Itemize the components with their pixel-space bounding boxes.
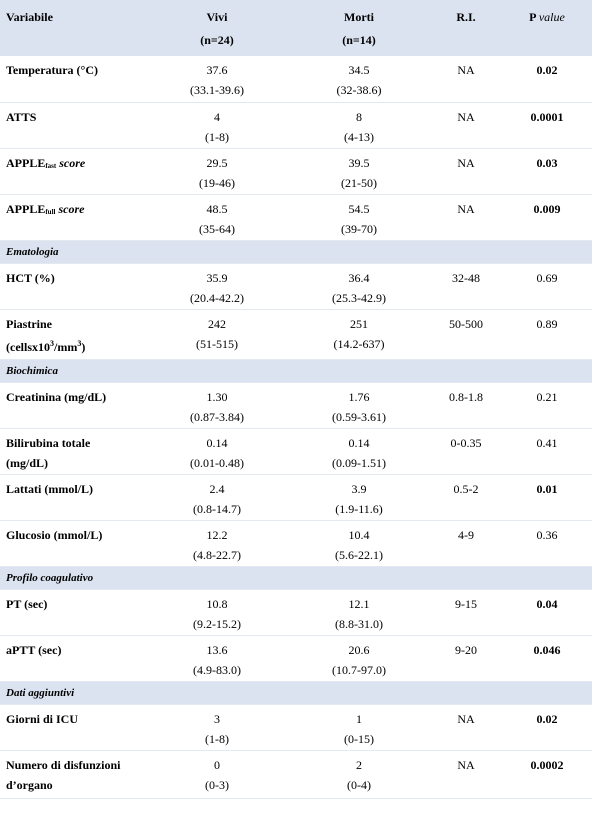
dead-cell [288,263,430,309]
row-label [0,750,146,798]
alive-median: 29.5 [206,155,228,170]
alive-median: 2.4 [209,481,225,496]
dead-range: (21-50) [341,175,377,190]
dead-cell [288,148,430,194]
row-label [0,309,146,359]
p-cell: 0.0002 [502,750,592,798]
alive-range: (19-46) [199,175,235,190]
header-p-value-word: value [538,10,565,24]
dead-median: 20.6 [348,642,370,657]
dead-median: 34.5 [348,63,370,77]
header-alive-label: Vivi [206,10,228,24]
row-label-line1: Piastrine [6,316,52,331]
apple-prefix: APPLE [6,201,46,216]
unit-part: (cellsx10 [6,339,50,354]
section-row [0,681,592,704]
apple-prefix: APPLE [6,155,46,170]
alive-range: (33.1-39.6) [190,83,244,97]
table-row [0,309,592,359]
p-cell: 0.69 [502,263,592,309]
alive-cell [146,704,288,750]
header-variable: Variabile [6,10,53,24]
alive-median: 37.6 [206,63,228,77]
p-cell: 0.046 [502,635,592,681]
dead-median: 10.4 [348,527,370,542]
row-label-line2: d’organo [6,777,53,792]
ri-cell: 0-0.35 [430,428,502,474]
table-row [0,520,592,566]
dead-range: (4-13) [344,129,374,144]
alive-cell [146,194,288,240]
dead-range: (0.59-3.61) [332,409,386,424]
section-aggiuntivi: Dati aggiuntivi [0,681,592,704]
alive-median: 242 [208,316,226,331]
p-cell: 0.89 [502,309,592,359]
row-label [0,148,146,194]
alive-cell [146,56,288,102]
alive-cell [146,474,288,520]
p-cell: 0.41 [502,428,592,474]
dead-range: (32-38.6) [336,83,382,97]
ri-cell: 0.8-1.8 [430,382,502,428]
ri-cell: NA [430,148,502,194]
alive-median: 48.5 [206,201,228,216]
row-label-line1: Bilirubina totale [6,435,91,450]
row-label-line2: (mg/dL) [6,455,48,470]
alive-cell [146,635,288,681]
ri-cell: 0.5-2 [430,474,502,520]
dead-cell [288,520,430,566]
section-biochimica: Biochimica [0,359,592,382]
section-row [0,359,592,382]
table-row [0,56,592,102]
dead-range: (1.9-11.6) [335,501,383,516]
alive-median: 13.6 [206,642,228,657]
dead-cell [288,428,430,474]
ri-cell: 9-20 [430,635,502,681]
alive-range: (1-8) [205,129,229,144]
dead-median: 39.5 [348,155,370,170]
dead-range: (5.6-22.1) [335,547,383,562]
dead-range: (0.09-1.51) [332,455,386,470]
p-cell: 0.01 [502,474,592,520]
apple-sub: fast [45,161,57,170]
unit-sup: 3 [77,338,82,348]
header-alive-n: (n=24) [200,33,234,47]
alive-median: 3 [214,711,220,726]
dead-cell [288,589,430,635]
alive-median: 35.9 [206,270,228,285]
table-row [0,194,592,240]
row-label-line1: Numero di disfunzioni [6,757,121,772]
row-label-line2 [6,334,142,357]
p-cell: 0.21 [502,382,592,428]
unit-sup: 3 [50,338,54,348]
header-alive [146,0,288,56]
header-dead-label: Morti [344,10,374,24]
dead-median: 12.1 [348,596,370,611]
table-row [0,382,592,428]
p-cell: 0.03 [502,148,592,194]
alive-range: (0.01-0.48) [190,455,244,470]
p-cell: 0.02 [502,56,592,102]
header-ri: R.I. [456,10,476,24]
p-cell: 0.0001 [502,102,592,148]
table-row [0,148,592,194]
table-row [0,263,592,309]
ri-cell: 50-500 [430,309,502,359]
dead-cell [288,474,430,520]
dead-median: 251 [350,316,368,331]
row-label: Temperatura (°C) [0,56,146,102]
header-dead [288,0,430,56]
ri-cell: NA [430,56,502,102]
dead-median: 0.14 [348,435,370,450]
p-cell: 0.36 [502,520,592,566]
apple-suffix: score [55,201,85,216]
dead-range: (0-15) [344,731,374,746]
ri-cell: NA [430,194,502,240]
ri-cell: 32-48 [430,263,502,309]
alive-range: (51-515) [196,336,238,351]
dead-cell [288,635,430,681]
apple-suffix: score [56,155,86,170]
dead-median: 1 [356,711,362,726]
row-label: ATTS [0,102,146,148]
alive-median: 0.14 [206,435,228,450]
dead-range: (25.3-42.9) [332,290,386,305]
alive-cell [146,309,288,359]
section-row [0,566,592,589]
ri-cell: NA [430,704,502,750]
dead-cell [288,102,430,148]
alive-range: (35-64) [199,221,235,236]
table-row [0,704,592,750]
dead-cell [288,382,430,428]
header-p-prefix: P [529,10,539,24]
table-row [0,589,592,635]
header-row [0,0,592,56]
table-row [0,102,592,148]
dead-median: 2 [356,757,362,772]
dead-median: 8 [356,109,362,124]
alive-range: (20.4-42.2) [190,290,244,305]
dead-cell [288,704,430,750]
alive-range: (0-3) [205,777,229,792]
alive-median: 4 [214,109,220,124]
dead-median: 3.9 [351,481,367,496]
alive-median: 10.8 [206,596,228,611]
dead-median: 54.5 [348,201,370,216]
dead-range: (10.7-97.0) [332,662,386,677]
alive-median: 1.30 [206,389,228,404]
alive-cell [146,589,288,635]
alive-range: (4.8-22.7) [193,547,241,562]
row-label: Glucosio (mmol/L) [0,520,146,566]
row-label: aPTT (sec) [0,635,146,681]
ri-cell: NA [430,102,502,148]
table-row [0,428,592,474]
alive-cell [146,750,288,798]
row-label: PT (sec) [0,589,146,635]
dead-median: 1.76 [348,389,370,404]
unit-part: ) [81,339,86,354]
p-cell: 0.02 [502,704,592,750]
p-cell: 0.04 [502,589,592,635]
header-pvalue [502,0,592,56]
row-label: Lattati (mmol/L) [0,474,146,520]
dead-range: (14.2-637) [333,336,385,351]
alive-range: (9.2-15.2) [193,616,241,631]
row-label: Giorni di ICU [0,704,146,750]
row-label: Creatinina (mg/dL) [0,382,146,428]
alive-range: (4.9-83.0) [193,662,241,677]
dead-cell [288,750,430,798]
table-row [0,635,592,681]
dead-cell [288,194,430,240]
alive-median: 0 [214,757,220,772]
table-header [0,0,592,56]
ri-cell: 4-9 [430,520,502,566]
dead-cell [288,56,430,102]
alive-cell [146,520,288,566]
dead-range: (8.8-31.0) [335,616,383,631]
alive-range: (1-8) [205,731,229,746]
section-row [0,240,592,263]
alive-range: (0.8-14.7) [193,501,241,516]
alive-cell [146,102,288,148]
table-row [0,750,592,798]
alive-median: 12.2 [206,527,228,542]
row-label [0,428,146,474]
ri-cell: NA [430,750,502,798]
dead-cell [288,309,430,359]
alive-cell [146,382,288,428]
ri-cell: 9-15 [430,589,502,635]
unit-part: /mm [54,339,78,354]
apple-sub: full [45,207,56,216]
header-dead-n: (n=14) [342,33,376,47]
dead-range: (0-4) [347,777,371,792]
section-ematologia: Ematologia [0,240,592,263]
p-cell: 0.009 [502,194,592,240]
dead-range: (39-70) [341,221,377,236]
alive-cell [146,428,288,474]
dead-median: 36.4 [348,270,370,285]
row-label [0,194,146,240]
table-row [0,474,592,520]
alive-cell [146,263,288,309]
row-label: HCT (%) [0,263,146,309]
alive-cell [146,148,288,194]
section-coagulativo: Profilo coagulativo [0,566,592,589]
alive-range: (0.87-3.84) [190,409,244,424]
